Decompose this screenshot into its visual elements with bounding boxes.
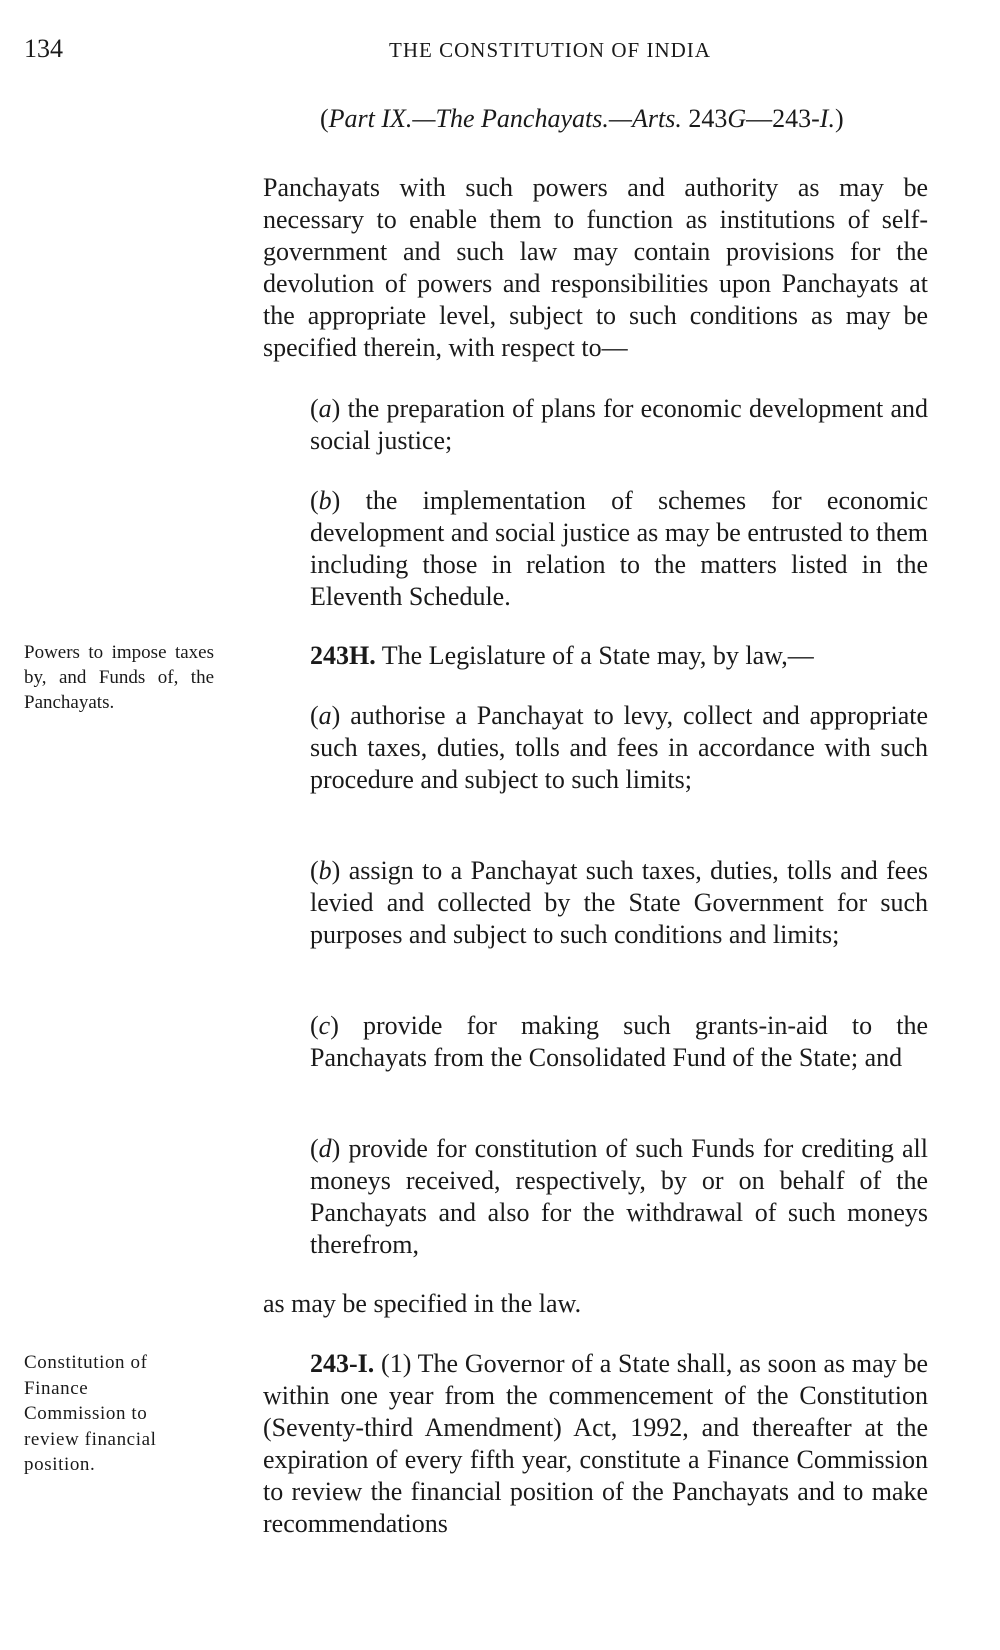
clause-text: assign to a Panchayat such taxes, duties, tolls and fees levied and collected by the State Government for such purposes and subject to such conditions and limits; xyxy=(310,856,928,949)
clause-label: b xyxy=(318,856,332,885)
part-italic: Part IX.—The Panchayats.—Arts. xyxy=(328,104,682,133)
clause-label: d xyxy=(318,1134,332,1163)
clause-243h-a: (a) authorise a Panchayat to levy, collect and appropriate such taxes, duties, tolls and fees in accordance with such procedure and subject to such limits; xyxy=(310,701,928,794)
part-roman-2: —243- xyxy=(746,104,820,133)
clause-243h-d: (d) provide for constitution of such Funds for crediting all moneys received, respectively, by or on behalf of the Panchayats and also for the withdrawal of such moneys therefrom, xyxy=(310,1134,928,1259)
clause-text: provide for constitution of such Funds for crediting all moneys received, respectively, by or on behalf of the Panchayats and also for the withdrawal of such moneys therefrom, xyxy=(310,1134,928,1259)
margin-note-line: Constitution of xyxy=(24,1352,148,1373)
clause-label: a xyxy=(318,701,332,730)
clause-text: the preparation of plans for economic development and social justice; xyxy=(310,394,928,455)
part-prefix: ( xyxy=(320,104,329,133)
running-title: THE CONSTITUTION OF INDIA xyxy=(389,38,711,62)
clause-label: a xyxy=(318,394,332,423)
clause-label: c xyxy=(318,1011,331,1040)
clause-243h-b: (b) assign to a Panchayat such taxes, duties, tolls and fees levied and collected by the State Government for such purposes and subject to such conditions and limits; xyxy=(310,856,928,949)
part-roman: 243 xyxy=(681,104,728,133)
part-italic-g: G xyxy=(727,104,747,133)
article-243h-closing: as may be specified in the law. xyxy=(263,1289,582,1318)
part-suffix: ) xyxy=(834,104,844,133)
article-text: (1) The Governor of a State shall, as soon as may be within one year from the commencement of the Constitution (Seventy-third Amendment) Act, 1992, and thereafter at the expiration of every fifth year, constitute a Finance Commission to review the financial position of the Panchayats and to make recommendations xyxy=(263,1349,928,1538)
clause-243g-b: (b) the implementation of schemes for economic development and social justice as may be entrusted to them including those in relation to the matters listed in the Eleventh Schedule. xyxy=(310,486,928,611)
margin-note-line: Commission to xyxy=(24,1403,148,1424)
margin-note-line: review financial xyxy=(24,1428,157,1450)
article-number: 243-I. xyxy=(310,1349,375,1378)
continuation-paragraph: Panchayats with such powers and authority as may be necessary to enable them to function as institutions of self-government and such law may contain provisions for the devolution of powers and responsibilities upon Panchayats at the appropriate level, subject to such conditions as may be specified therein, with respect to— xyxy=(263,173,928,362)
article-intro: The Legislature of a State may, by law,— xyxy=(375,641,814,670)
margin-note-line: position. xyxy=(24,1454,96,1475)
clause-243g-a: (a) the preparation of plans for economic development and social justice; xyxy=(310,394,928,455)
part-heading xyxy=(320,104,844,134)
clause-243h-c: (c) provide for making such grants-in-aid to the Panchayats from the Consolidated Fund of the State; and xyxy=(310,1011,928,1072)
page-number: 134 xyxy=(24,34,63,63)
article-243h-intro xyxy=(263,640,928,672)
article-number: 243H. xyxy=(310,641,376,670)
margin-note-line: Finance xyxy=(24,1377,89,1399)
part-italic-i: I. xyxy=(819,104,835,133)
margin-note-243i xyxy=(24,1350,194,1478)
article-243i xyxy=(263,1348,928,1540)
clause-text: authorise a Panchayat to levy, collect and appropriate such taxes, duties, tolls and fees in accordance with such procedure and subject to such limits; xyxy=(310,701,928,794)
clause-text: the implementation of schemes for economic development and social justice as may be entrusted to them including those in relation to the matters listed in the Eleventh Schedule. xyxy=(310,486,928,611)
clause-label: b xyxy=(318,486,332,515)
margin-note-243h: Powers to impose taxes by, and Funds of, the Panchayats. xyxy=(24,642,214,713)
clause-text: provide for making such grants-in-aid to the Panchayats from the Consolidated Fund of the State; and xyxy=(310,1011,928,1072)
